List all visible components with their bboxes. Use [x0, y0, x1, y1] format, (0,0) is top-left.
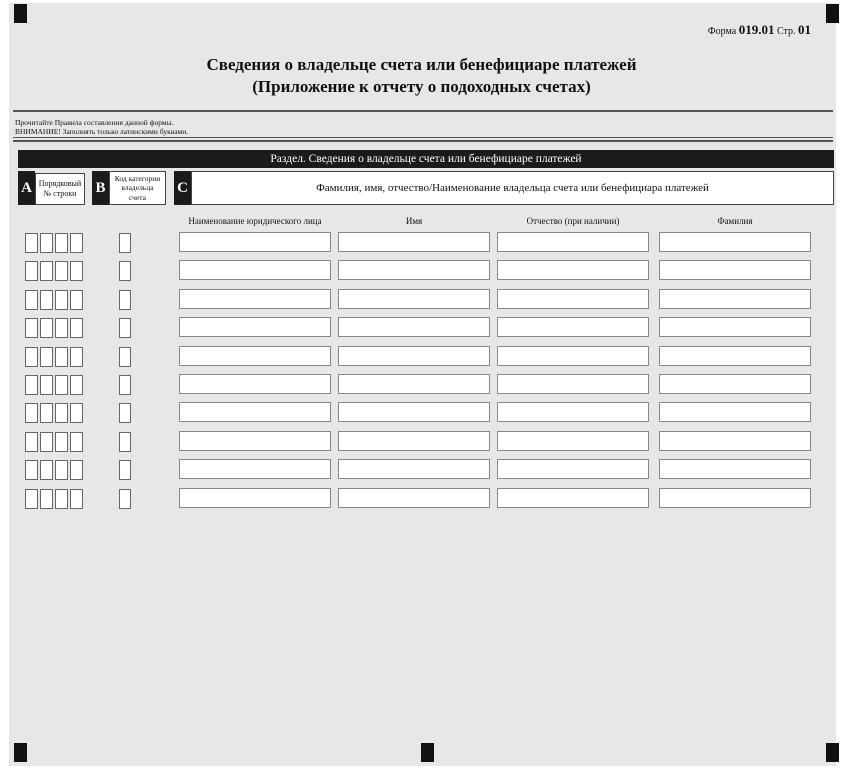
first-name-field[interactable]: [338, 402, 490, 422]
company-name-field[interactable]: [179, 374, 331, 394]
subheader-last-name: Фамилия: [717, 216, 753, 226]
form-number: 019.01: [738, 22, 775, 37]
column-b-label-line3: счета: [129, 192, 146, 202]
first-name-field[interactable]: [338, 431, 490, 451]
company-name-field[interactable]: [179, 459, 331, 479]
row-number-digit-field[interactable]: [70, 290, 83, 310]
divider-notes-1: [13, 137, 833, 138]
row-number-digit-field[interactable]: [55, 261, 68, 281]
row-number-digit-field[interactable]: [40, 318, 53, 338]
form-label: Форма: [707, 26, 737, 37]
subheader-patronymic: Отчество (при наличии): [526, 216, 620, 226]
first-name-field[interactable]: [338, 289, 490, 309]
row-number-digit-field[interactable]: [40, 290, 53, 310]
row-number-digit-field[interactable]: [70, 318, 83, 338]
row-number-digit-field[interactable]: [25, 233, 38, 253]
registration-marker-bottom-left: [14, 743, 27, 762]
first-name-field[interactable]: [338, 459, 490, 479]
page-label: Стр.: [776, 26, 796, 37]
patronymic-field[interactable]: [497, 402, 649, 422]
row-number-digit-field[interactable]: [55, 460, 68, 480]
form-title: Сведения о владельце счета или бенефициаре платежей: [206, 55, 637, 74]
registration-marker-bottom-right: [826, 743, 839, 762]
last-name-field[interactable]: [659, 317, 811, 337]
last-name-field[interactable]: [659, 289, 811, 309]
column-a-label: [35, 173, 85, 205]
divider-notes-2: [13, 140, 833, 142]
category-code-field[interactable]: [119, 460, 131, 480]
row-number-digit-field[interactable]: [25, 318, 38, 338]
first-name-field[interactable]: [338, 260, 490, 280]
row-number-digit-field[interactable]: [70, 347, 83, 367]
patronymic-field[interactable]: [497, 346, 649, 366]
first-name-field[interactable]: [338, 346, 490, 366]
row-number-digit-field[interactable]: [40, 489, 53, 509]
column-b-letter: B: [92, 171, 109, 205]
row-number-digit-field[interactable]: [40, 233, 53, 253]
category-code-field[interactable]: [119, 375, 131, 395]
last-name-field[interactable]: [659, 232, 811, 252]
row-number-digit-field[interactable]: [25, 489, 38, 509]
category-code-field[interactable]: [119, 261, 131, 281]
column-a-label-line1: Порядковый: [38, 179, 82, 188]
row-number-digit-field[interactable]: [25, 347, 38, 367]
row-number-digit-field[interactable]: [40, 347, 53, 367]
first-name-field[interactable]: [338, 232, 490, 252]
company-name-field[interactable]: [179, 488, 331, 508]
row-number-digit-field[interactable]: [70, 233, 83, 253]
company-name-field[interactable]: [179, 346, 331, 366]
patronymic-field[interactable]: [497, 431, 649, 451]
row-number-digit-field[interactable]: [55, 290, 68, 310]
company-name-field[interactable]: [179, 260, 331, 280]
row-number-digit-field[interactable]: [25, 432, 38, 452]
first-name-field[interactable]: [338, 488, 490, 508]
category-code-field[interactable]: [119, 403, 131, 423]
column-b-label: [109, 171, 166, 205]
category-code-field[interactable]: [119, 233, 131, 253]
row-number-digit-field[interactable]: [70, 261, 83, 281]
patronymic-field[interactable]: [497, 317, 649, 337]
column-b-label-line1: Код категории: [114, 173, 161, 183]
last-name-field[interactable]: [659, 374, 811, 394]
registration-marker-top-left: [14, 4, 27, 23]
column-c-letter: C: [174, 171, 191, 205]
row-number-digit-field[interactable]: [55, 233, 68, 253]
patronymic-field[interactable]: [497, 459, 649, 479]
category-code-field[interactable]: [119, 290, 131, 310]
company-name-field[interactable]: [179, 232, 331, 252]
row-number-digit-field[interactable]: [40, 375, 53, 395]
company-name-field[interactable]: [179, 317, 331, 337]
row-number-digit-field[interactable]: [40, 460, 53, 480]
row-number-digit-field[interactable]: [55, 432, 68, 452]
column-c-label: Фамилия, имя, отчество/Наименование владельца счета или бенефициара платежей: [191, 171, 834, 205]
category-code-field[interactable]: [119, 432, 131, 452]
note-warning: ВНИМАНИЕ! Заполнять только латинскими буквами.: [15, 127, 189, 136]
column-a-letter: A: [18, 171, 35, 205]
patronymic-field[interactable]: [497, 232, 649, 252]
row-number-digit-field[interactable]: [40, 432, 53, 452]
patronymic-field[interactable]: [497, 488, 649, 508]
row-number-digit-field[interactable]: [55, 375, 68, 395]
patronymic-field[interactable]: [497, 374, 649, 394]
row-number-digit-field[interactable]: [25, 460, 38, 480]
row-number-digit-field[interactable]: [25, 375, 38, 395]
row-number-digit-field[interactable]: [70, 403, 83, 423]
category-code-field[interactable]: [119, 318, 131, 338]
subheader-company-name: Наименование юридического лица: [188, 216, 322, 226]
row-number-digit-field[interactable]: [70, 375, 83, 395]
subheader-first-name: Имя: [405, 216, 423, 226]
note-rules: Прочитайте Правила составления данной формы.: [15, 118, 174, 127]
last-name-field[interactable]: [659, 346, 811, 366]
patronymic-field[interactable]: [497, 260, 649, 280]
last-name-field[interactable]: [659, 431, 811, 451]
form-subtitle: (Приложение к отчету о подоходных счетах): [252, 77, 591, 96]
patronymic-field[interactable]: [497, 289, 649, 309]
row-number-digit-field[interactable]: [25, 290, 38, 310]
last-name-field[interactable]: [659, 402, 811, 422]
row-number-digit-field[interactable]: [55, 403, 68, 423]
last-name-field[interactable]: [659, 488, 811, 508]
column-b-label-line2: владельца: [121, 183, 154, 193]
category-code-field[interactable]: [119, 347, 131, 367]
row-number-digit-field[interactable]: [70, 460, 83, 480]
page-number: 01: [798, 22, 811, 37]
registration-marker-top-right: [826, 4, 839, 23]
row-number-digit-field[interactable]: [55, 489, 68, 509]
last-name-field[interactable]: [659, 459, 811, 479]
row-number-digit-field[interactable]: [55, 318, 68, 338]
registration-marker-bottom-center: [421, 743, 434, 762]
row-number-digit-field[interactable]: [25, 403, 38, 423]
first-name-field[interactable]: [338, 374, 490, 394]
category-code-field[interactable]: [119, 489, 131, 509]
row-number-digit-field[interactable]: [70, 489, 83, 509]
row-number-digit-field[interactable]: [40, 403, 53, 423]
divider-top: [13, 110, 833, 112]
first-name-field[interactable]: [338, 317, 490, 337]
row-number-digit-field[interactable]: [40, 261, 53, 281]
company-name-field[interactable]: [179, 402, 331, 422]
row-number-digit-field[interactable]: [70, 432, 83, 452]
row-number-digit-field[interactable]: [25, 261, 38, 281]
last-name-field[interactable]: [659, 260, 811, 280]
company-name-field[interactable]: [179, 289, 331, 309]
company-name-field[interactable]: [179, 431, 331, 451]
column-a-label-line2: № строки: [43, 189, 77, 198]
form-code: [708, 22, 811, 38]
section-header: Раздел. Сведения о владельце счета или бенефициаре платежей: [18, 150, 834, 168]
row-number-digit-field[interactable]: [55, 347, 68, 367]
